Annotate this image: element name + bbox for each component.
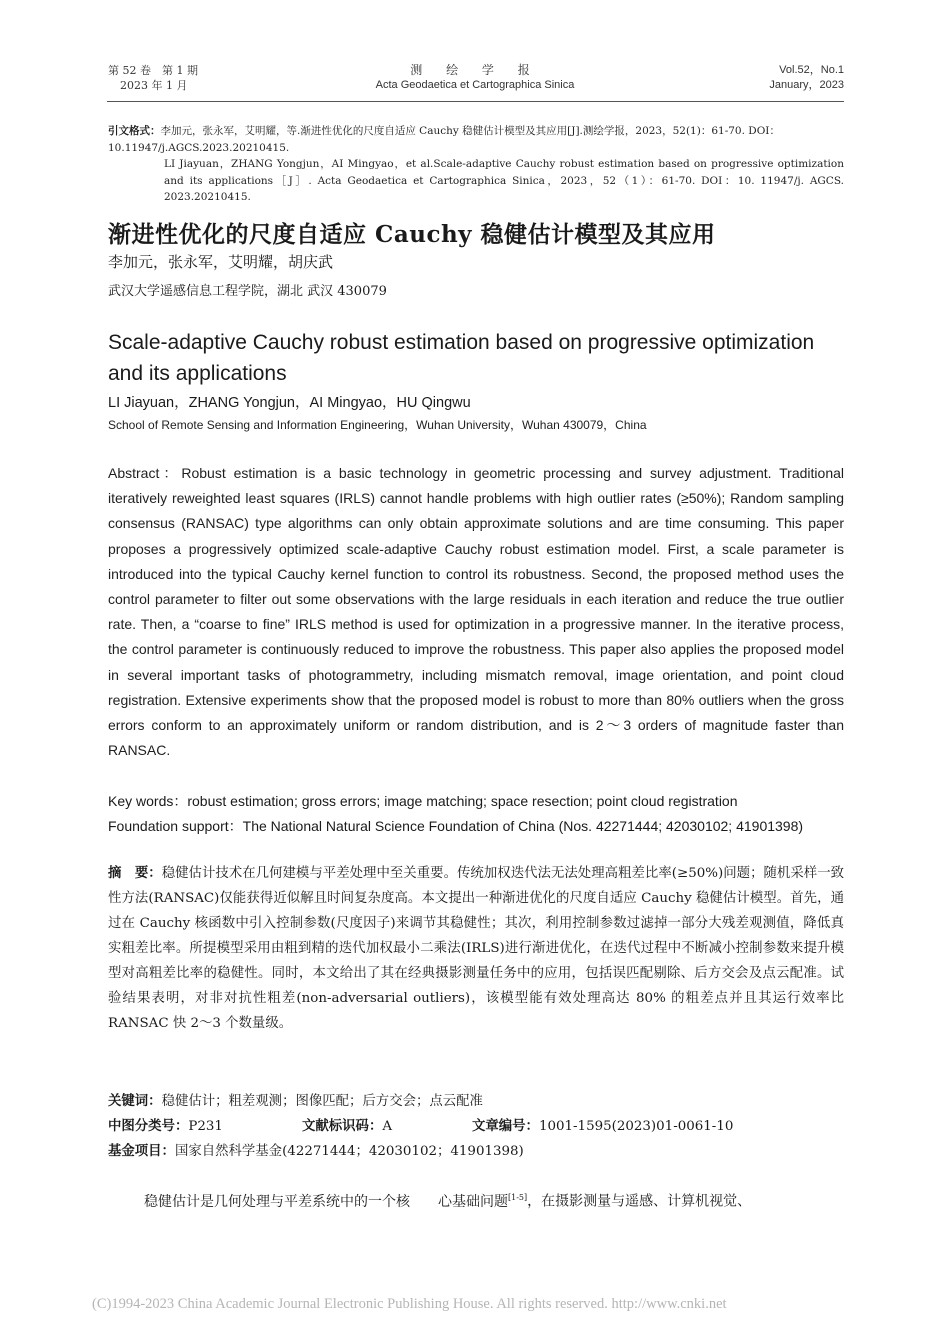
keywords-en-label: Key words： bbox=[108, 793, 188, 809]
foundation-cn-label: 基金项目： bbox=[108, 1143, 175, 1158]
clc-value: P231 bbox=[188, 1119, 223, 1134]
article-no-value: 1001-1595(2023)01-0061-10 bbox=[538, 1119, 734, 1134]
header-volume: 第 52 卷 第 1 期 bbox=[108, 64, 198, 77]
body-citation-ref: [1-5] bbox=[508, 1193, 528, 1202]
header-volume-info bbox=[108, 63, 198, 93]
foundation-cn bbox=[108, 1140, 524, 1163]
abstract-cn bbox=[108, 860, 844, 1036]
authors-en: LI Jiayuan，ZHANG Yongjun，AI Mingyao，HU Qingwu bbox=[108, 395, 471, 411]
header-volume-en bbox=[769, 63, 844, 93]
keywords-en bbox=[108, 789, 844, 814]
foundation-en-text: The National Natural Science Foundation of China (Nos. 42271444; 42030102; 41901398) bbox=[242, 818, 804, 834]
header-date-cn: 2023 年 1 月 bbox=[120, 79, 188, 92]
affiliation-en: School of Remote Sensing and Information Engineering，Wuhan University，Wuhan 430079，China bbox=[108, 418, 647, 432]
abstract-cn-text: 稳健估计技术在几何建模与平差处理中至关重要。传统加权迭代法无法处理高粗差比率(≥50%)问题；随机采样一致性方法(RANSAC)仅能获得近似解且时间复杂度高。本文提出一种渐进优化的尺度自适应 Cauchy 稳健估计模型。首先，通过在 Cauchy 核函数中引入控制参数(尺度因子)来调节其稳健性；其次，利用控制参数过滤掉一部分大残差观测值，降低真实粗差比率。所提模型采用由粗到精的迭代加权最小二乘法(IRLS)进行渐进优化，在迭代过程中不断减小控制参数来提升模型对高粗差比率的稳健性。同时，本文给出了其在经典摄影测量任务中的应用，包括误匹配剔除、后方交会及点云配准。试验结果表明，对非对抗性粗差(non-adversarial outliers)，该模型能有效处理高达 80% 的粗差点并且其运行效率比 RANSAC 快 2～3 个数量级。 bbox=[108, 866, 845, 1031]
abstract-cn-label: 摘 要： bbox=[108, 865, 162, 880]
header-vol-no: Vol.52，No.1 bbox=[779, 64, 844, 76]
body-text-part1: 稳健估计是几何处理与平差系统中的一个核 心基础问题 bbox=[144, 1193, 508, 1210]
keywords-cn-text: 稳健估计；粗差观测；图像匹配；后方交会；点云配准 bbox=[161, 1094, 483, 1109]
body-first-paragraph bbox=[108, 1187, 848, 1213]
header-date-en: January，2023 bbox=[769, 79, 844, 91]
citation-label: 引文格式： bbox=[108, 125, 161, 137]
cnki-copyright-footer: (C)1994-2023 China Academic Journal Electronic Publishing House. All rights reserved. http://www.cnki.net bbox=[92, 1296, 727, 1312]
citation-block bbox=[108, 123, 844, 206]
keywords-cn-label: 关键词： bbox=[108, 1093, 162, 1108]
citation-en: LI Jiayuan，ZHANG Yongjun，AI Mingyao，et al.Scale-adaptive Cauchy robust estimation based on progressive optimization and its applications［J］. Acta Geodaetica et Cartographica Sinica，2023，52（1）：61-70. DOI：10. 11947/j. AGCS. 2023.20210415. bbox=[164, 158, 844, 203]
title-cn: 渐进性优化的尺度自适应 Cauchy 稳健估计模型及其应用 bbox=[108, 221, 716, 248]
article-no-label: 文章编号： bbox=[472, 1118, 539, 1133]
abstract-en-label: Abstract： bbox=[108, 465, 182, 481]
doc-code-label: 文献标识码： bbox=[302, 1118, 383, 1133]
header-journal-name bbox=[300, 63, 650, 93]
journal-name-cn: 测 绘 学 报 bbox=[410, 63, 540, 77]
doc-code-value: A bbox=[382, 1119, 393, 1134]
keywords-cn bbox=[108, 1090, 483, 1113]
keywords-en-text: robust estimation; gross errors; image matching; space resection; point cloud registration bbox=[187, 793, 738, 809]
journal-name-en: Acta Geodaetica et Cartographica Sinica bbox=[375, 79, 575, 91]
body-text-part2: ，在摄影测量与遥感、计算机视觉、 bbox=[527, 1193, 752, 1210]
header-divider bbox=[107, 101, 844, 102]
abstract-en bbox=[108, 461, 844, 763]
affiliation-cn: 武汉大学遥感信息工程学院，湖北 武汉 430079 bbox=[108, 284, 387, 299]
abstract-en-text: Robust estimation is a basic technology in geometric processing and survey adjustment. Traditional iteratively reweighted least squares (IRLS) cannot handle problems with high outlier rates (≥50%); Random sampling consensus (RANSAC) type algorithms can only obtain approximate solutions and are time consuming. This paper proposes a progressively optimized scale-adaptive Cauchy robust estimation model. First, a scale parameter is introduced into the typical Cauchy kernel function to control its robustness. Second, the proposed method uses the control parameter to filter out some observations with the large residuals in each iteration and reduce the true outlier rate. Then, a “coarse to fine” IRLS method is used for optimization in a progressive manner. In the iterative process, the control parameter is continuously reduced to improve the robustness. This paper also applies the proposed model in several important tasks of photogrammetry, including mismatch removal, image orientation, and point cloud registration. Extensive experiments show that the proposed model is robust to more than 80% outliers when the gross errors conform to an approximately uniform or random distribution, and is 2～3 orders of magnitude faster than RANSAC. bbox=[108, 465, 844, 759]
foundation-en-label: Foundation support： bbox=[108, 818, 243, 834]
foundation-en bbox=[108, 814, 844, 839]
citation-cn: 李加元，张永军，艾明耀，等.渐进性优化的尺度自适应 Cauchy 稳健估计模型及其应用[J].测绘学报，2023，52(1)：61-70. DOI：10.11947/j.AGCS.2023.20210415. bbox=[108, 125, 780, 154]
foundation-cn-text: 国家自然科学基金(42271444；42030102；41901398) bbox=[174, 1144, 524, 1159]
title-en: Scale-adaptive Cauchy robust estimation based on progressive optimization and its applications bbox=[108, 331, 815, 385]
clc-label: 中图分类号： bbox=[108, 1118, 189, 1133]
authors-cn: 李加元，张永军，艾明耀，胡庆武 bbox=[108, 253, 334, 271]
